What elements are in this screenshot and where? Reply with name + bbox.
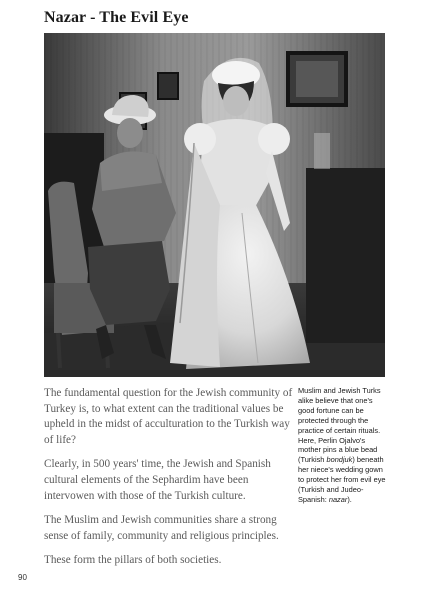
body-paragraph: The Muslim and Jewish communities share a strong sense of family, community and religious principles. [44,514,279,542]
caption-italic-term: nazar [328,494,348,504]
body-paragraph: Clearly, in 500 years' time, the Jewish and Spanish cultural elements of the Sephardim have been intervowen with those of the Turkish culture. [44,458,271,502]
wedding-photo [44,33,385,377]
body-paragraph: The fundamental question for the Jewish community of Turkey is, to what extent can the traditional values be upheld in the midst of acculturation to the Turkish way of life? [44,387,293,446]
body-text [44,386,298,578]
caption-italic-term: bondjuk [326,455,353,465]
caption-text: ) beneath her niece's wedding gown to protect her from evil eye (Turkish and Judeo-Spanish: [298,455,386,504]
page-title: Nazar - The Evil Eye [44,9,189,26]
photo-caption [298,386,390,505]
caption-text: ). [347,494,352,504]
caption-text: Muslim and Jewish Turks alike believe that one's good fortune can be protected through the practice of certain rituals. Here, Perlin Ojalvo's mother pins a blue bead (Turkish [298,386,381,465]
body-paragraph: These form the pillars of both societies. [44,554,222,567]
page-number: 90 [18,573,27,582]
